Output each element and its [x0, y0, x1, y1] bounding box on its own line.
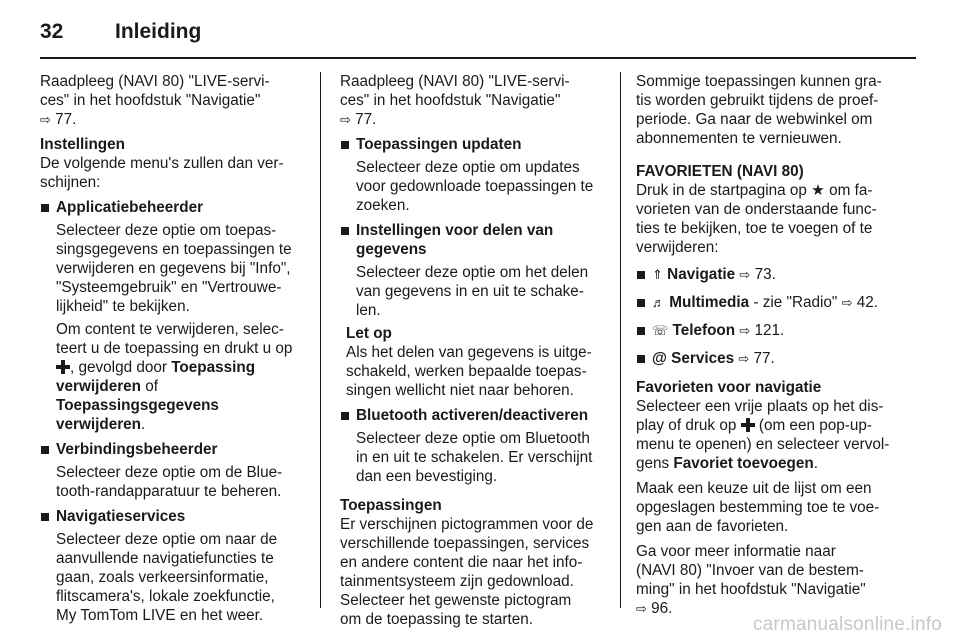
bullet-description: Selecteer deze optie om de Blue- tooth-randapparatuur te beheren. [56, 464, 283, 500]
page-ref-icon: ⇨ [340, 112, 351, 127]
paragraph: Maak een keuze uit de lijst om een opgeslagen bestemming toe te voe- gen aan de favorieten. [636, 480, 880, 535]
phone-icon: ☏ [652, 323, 669, 338]
paragraph: Er verschijnen pictogrammen voor de verschillende toepassingen, services en andere content die naar het info- tainmentsysteem zijn gedownload. Selecteer het gewenste pictogram om de toepassing te starten. [340, 516, 594, 628]
page-ref-icon: ⇨ [40, 112, 51, 127]
favorite-item: @ Services ⇨ 77. [636, 349, 904, 368]
column-1 [40, 72, 308, 625]
section-heading: FAVORIETEN (NAVI 80) [636, 163, 804, 180]
bullet-item: Toepassingen updaten [340, 135, 606, 154]
column-2 [340, 72, 606, 629]
page-ref-icon: ⇨ [739, 323, 751, 338]
page-ref-icon: ⇨ [841, 295, 853, 310]
bullet-square-icon [637, 299, 645, 307]
navigation-icon: ⇑ [652, 267, 663, 282]
watermark: carmanualsonline.info [752, 614, 942, 635]
page-ref-icon: ⇨ [738, 351, 750, 366]
favorite-item: ♬ Multimedia - zie "Radio" ⇨ 42. [636, 293, 904, 312]
paragraph: Druk in de startpagina op ★ om fa- vorieten van de onderstaande func- ties te bekijken, toe te voegen of te verwijderen: [636, 182, 877, 256]
bullet-description: Om content te verwijderen, selec- teert u de toepassing en drukt u op , gevolgd door Toepassing verwijderen of Toepassingsgegevens verwijderen. [56, 321, 293, 433]
bullet-item: Navigatieservices [40, 507, 308, 526]
column-3 [636, 72, 904, 618]
plus-icon [56, 360, 70, 374]
bullet-square-icon [41, 513, 49, 521]
bullet-square-icon [637, 355, 645, 363]
bullet-square-icon [41, 446, 49, 454]
note-text: Als het delen van gegevens is uitge- schakeld, werken bepaalde toepas- singen wellicht niet naar behoren. [346, 344, 592, 399]
star-icon: ★ [811, 182, 825, 199]
note-heading: Let op [346, 325, 392, 342]
music-note-icon: ♬ [652, 295, 665, 310]
page-header [40, 18, 916, 58]
paragraph: De volgende menu's zullen dan ver- schijnen: [40, 155, 284, 191]
page-number: 32 [40, 20, 64, 43]
bullet-description: Selecteer deze optie om het delen van gegevens in en uit te schake- len. [356, 264, 589, 319]
column-divider [620, 72, 621, 608]
bullet-item: Bluetooth activeren/deactiveren [340, 406, 606, 425]
header-rule [40, 57, 916, 59]
page-title: Inleiding [115, 20, 202, 43]
page-ref-icon: ⇨ [739, 267, 751, 282]
bullet-square-icon [341, 227, 349, 235]
bullet-description: Selecteer deze optie om updates voor gedownloade toepassingen te zoeken. [356, 159, 594, 214]
bullet-square-icon [41, 204, 49, 212]
paragraph: Sommige toepassingen kunnen gra- tis worden gebruikt tijdens de proef- periode. Ga naar de webwinkel om abonnementen te vernieuwen. [636, 73, 882, 147]
section-heading: Favorieten voor navigatie [636, 379, 822, 396]
bullet-square-icon [637, 271, 645, 279]
paragraph: Ga voor meer informatie naar (NAVI 80) "Invoer van de bestem- ming" in het hoofdstuk "Navigatie" ⇨ 96. [636, 543, 866, 617]
bullet-square-icon [637, 327, 645, 335]
intro-text: Raadpleeg (NAVI 80) "LIVE-servi- ces" in het hoofdstuk "Navigatie" ⇨ 77. [40, 73, 270, 128]
bullet-square-icon [341, 141, 349, 149]
bullet-description: Selecteer deze optie om Bluetooth in en uit te schakelen. Er verschijnt dan een bevestiging. [356, 430, 593, 485]
intro-text: Raadpleeg (NAVI 80) "LIVE-servi- ces" in het hoofdstuk "Navigatie" ⇨ 77. [340, 73, 570, 128]
bullet-item: Verbindingsbeheerder [40, 440, 308, 459]
paragraph: Selecteer een vrije plaats op het dis- play of druk op (om een pop-up- menu te openen) en selecteer vervol- gens Favoriet toevoegen. [636, 398, 890, 472]
column-divider [320, 72, 321, 608]
bullet-description: Selecteer deze optie om toepas- singsgegevens en toepassingen te verwijderen en gegevens bij "Info", "Systeemgebruik" en "Vertrouwe- lijkheid" te bekijken. [56, 222, 292, 315]
plus-icon [741, 418, 755, 432]
favorite-item: ☏ Telefoon ⇨ 121. [636, 321, 904, 340]
bullet-item: Instellingen voor delen van gegevens [340, 221, 606, 259]
bullet-description: Selecteer deze optie om naar de aanvullende navigatiefuncties te gaan, zoals verkeersinformatie, flitscamera's, lokale zoekfunctie, My TomTom LIVE en het weer. [56, 531, 278, 624]
bullet-square-icon [341, 412, 349, 420]
section-heading: Toepassingen [340, 497, 442, 514]
bullet-item: Applicatiebeheerder [40, 198, 308, 217]
favorite-item: ⇑ Navigatie ⇨ 73. [636, 265, 904, 284]
section-heading: Instellingen [40, 136, 125, 153]
page-ref-icon: ⇨ [636, 601, 647, 616]
